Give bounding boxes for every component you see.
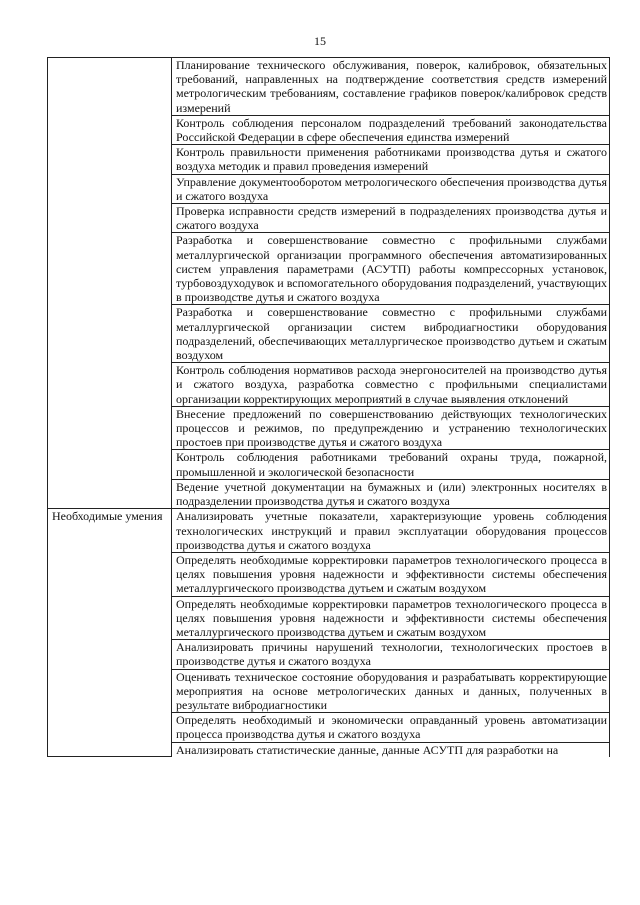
skill-text: Оценивать техническое состояние оборудования и разрабатывать корректирующие мероприятия на основе метрологических данных и данных, полученных в результате вибродиагностики — [172, 669, 610, 713]
skill-text: Анализировать статистические данные, данные АСУТП для разработки на — [172, 742, 610, 757]
labor-action-text: Контроль соблюдения работниками требований охраны труда, пожарной, промышленной и экологической безопасности — [172, 450, 610, 479]
labor-action-text: Разработка и совершенствование совместно с профильными службами металлургической организации программного обеспечения автоматизированных систем управления параметрами (АСУТП) работы компрессорных установок, турбовоздуходувок и вспомогательного оборудования подразделений, участвующих в производстве дутья и сжатого воздуха — [172, 233, 610, 305]
skill-text: Определять необходимые корректировки параметров технологического процесса в целях повышения уровня надежности и эффективности системы обеспечения металлургического производства дутьем и сжатым воздухом — [172, 552, 610, 596]
labor-action-text: Проверка исправности средств измерений в подразделениях производства дутья и сжатого воздуха — [172, 204, 610, 233]
labor-action-text: Контроль соблюдения персоналом подразделений требований законодательства Российской Федерации в сфере обеспечения единства измерений — [172, 115, 610, 144]
skills-label: Необходимые умения — [48, 509, 172, 757]
labor-action-text: Ведение учетной документации на бумажных и (или) электронных носителях в подразделении производства дутья и сжатого воздуха — [172, 479, 610, 508]
labor-action-text: Управление документооборотом метрологического обеспечения производства дутья и сжатого воздуха — [172, 174, 610, 203]
skill-text: Анализировать учетные показатели, характеризующие уровень соблюдения технологических инструкций и правил эксплуатации оборудования процессов производства дутья и сжатого воздуха — [172, 509, 610, 553]
table-row — [48, 58, 610, 116]
labor-action-text: Контроль соблюдения нормативов расхода энергоносителей на производство дутья и сжатого воздуха, разработка совместно с профильными специалистами организации корректирующих мероприятий в случае выявления отклонений — [172, 363, 610, 407]
labor-action-text: Планирование технического обслуживания, поверок, калибровок, обязательных требований, направленных на подтверждение соответствия средств измерений метрологическим требованиям, составление графиков поверок/калибровок средств измерений — [172, 58, 610, 116]
skill-text: Определять необходимые корректировки параметров технологического процесса в целях повышения уровня надежности и эффективности системы обеспечения металлургического производства дутьем и сжатым воздухом — [172, 596, 610, 640]
row-label — [48, 58, 172, 509]
labor-action-text: Внесение предложений по совершенствованию действующих технологических процессов и режимов, по предупреждению и устранению технологических простоев при производстве дутья и сжатого воздуха — [172, 406, 610, 450]
labor-action-text: Контроль правильности применения работниками производства дутья и сжатого воздуха методик и правил проведения измерений — [172, 145, 610, 174]
page-number: 15 — [314, 34, 326, 48]
skill-text: Анализировать причины нарушений технологии, технологических простоев в производстве дутья и сжатого воздуха — [172, 640, 610, 669]
labor-action-text: Разработка и совершенствование совместно с профильными службами металлургической организации систем вибродиагностики оборудования подразделений, обеспечивающих металлургическое производство дутьем и сжатым воздухом — [172, 305, 610, 363]
competency-table — [47, 57, 610, 757]
skill-text: Определять необходимый и экономически оправданный уровень автоматизации процесса производства дутья и сжатого воздуха — [172, 713, 610, 742]
table-row — [48, 509, 610, 553]
